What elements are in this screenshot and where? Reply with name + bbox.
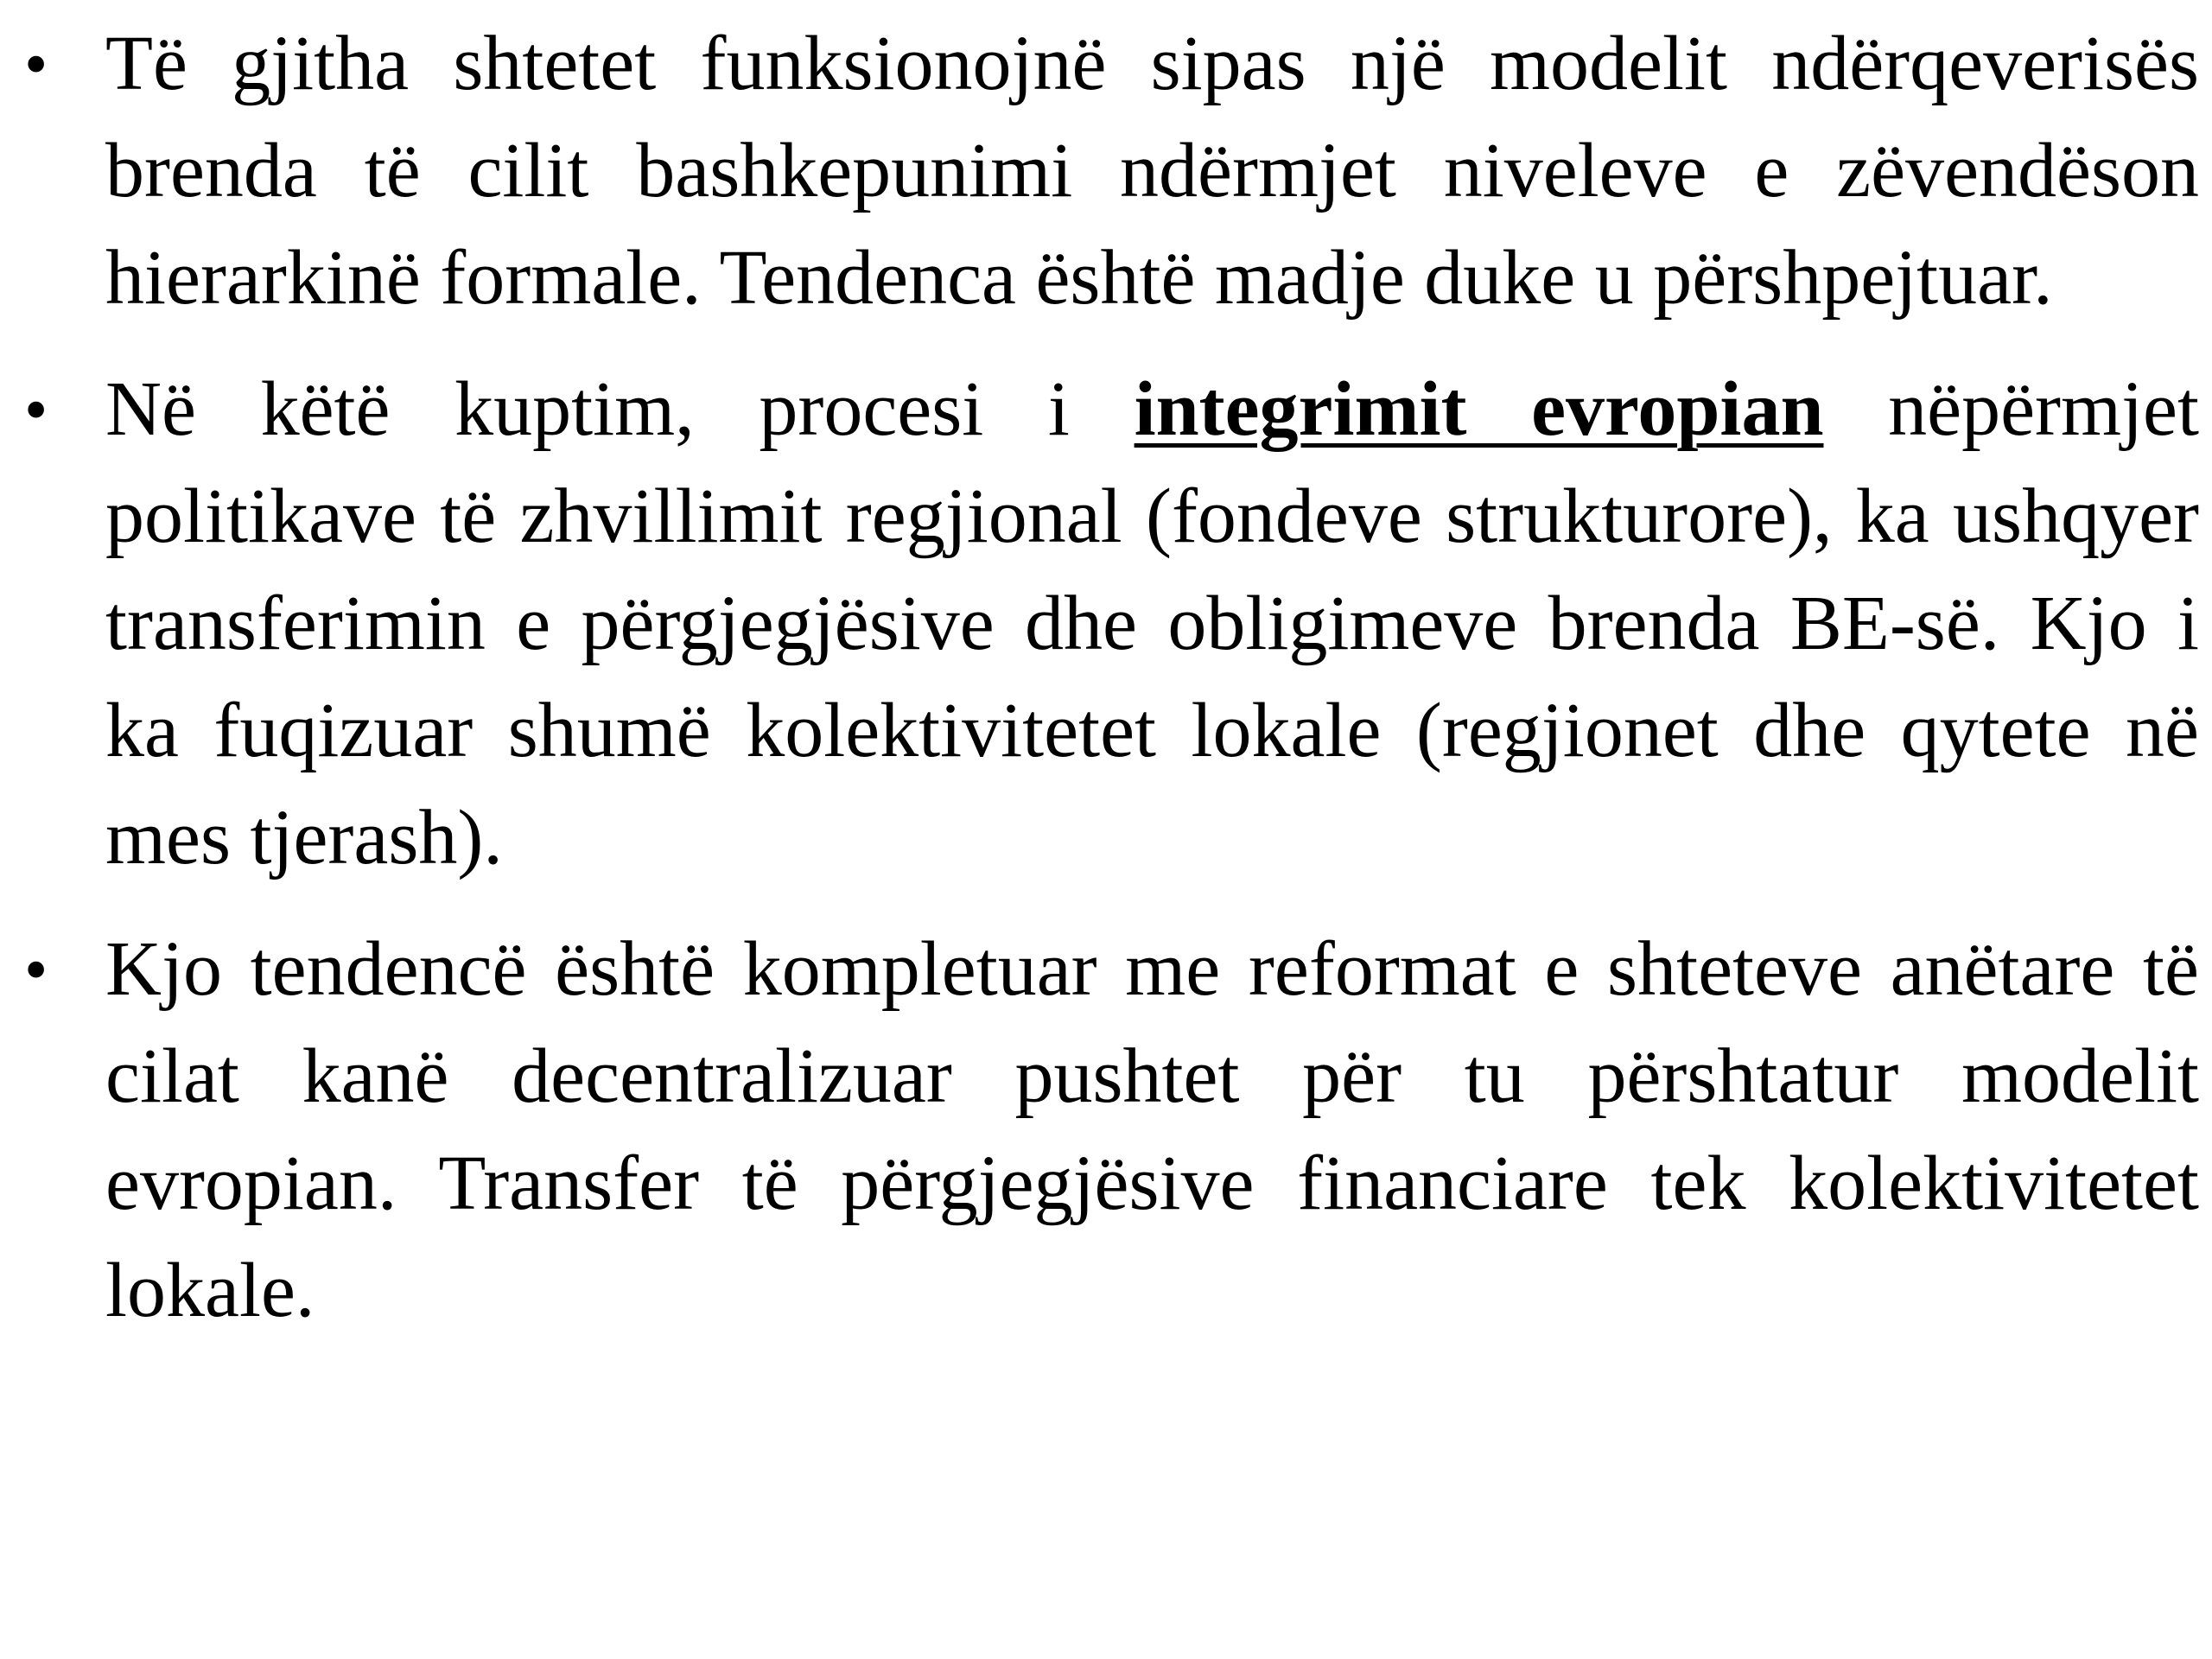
bullet-text-before: Në këtë kuptim, procesi i (105, 366, 1135, 452)
bullet-item-3 (0, 916, 2199, 1344)
bullet-text-after: nëpërmjet politikave të zhvillimit regjional (fondeve strukturore), ka ushqyer transferimin e përgjegjësive dhe obligimeve brenda BE-së. Kjo i ka fuqizuar shumë kolektivitetet lokale (regjionet dhe qytete në mes tjerash). (105, 366, 2199, 880)
bullet-icon: • (24, 931, 48, 1007)
bullet-item-2 (0, 356, 2199, 892)
emphasized-term: integrimit evropian (1134, 366, 1824, 452)
bullet-icon: • (24, 372, 48, 447)
bullet-text: Kjo tendencë është kompletuar me reformat e shteteve anëtare të cilat kanë decentralizuar pushtet për tu përshtatur modelit evropian. Transfer të përgjegjësive financiare tek kolektivitetet lokale. (105, 926, 2199, 1333)
bullet-list (0, 10, 2199, 1369)
bullet-text: Të gjitha shtetet funksionojnë sipas një modelit ndërqeverisës brenda të cilit bashkepunimi ndërmjet niveleve e zëvendëson hierarkinë formale. Tendenca është madje duke u përshpejtuar. (105, 21, 2199, 321)
bullet-item-1 (0, 10, 2199, 332)
bullet-icon: • (24, 26, 48, 101)
